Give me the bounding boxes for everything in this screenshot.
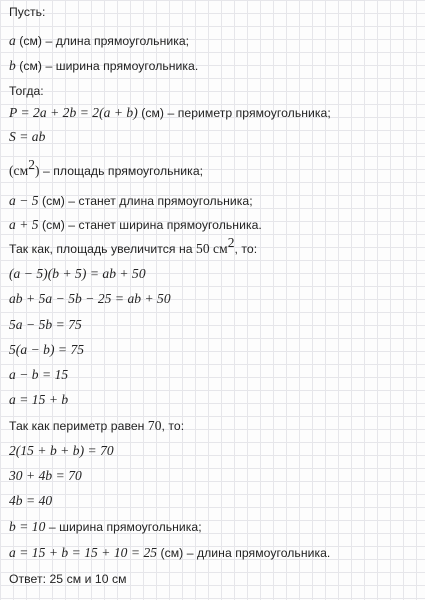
equation-8 <box>9 468 82 484</box>
intro-text: Пусть: <box>9 5 46 19</box>
area-formula-line <box>9 129 45 145</box>
equation-5-text: a − b = 15 <box>9 367 69 382</box>
solution-text <box>9 0 421 600</box>
area-condition-value: 50 см <box>196 241 228 256</box>
equation-3-text: 5a − 5b = 75 <box>9 317 82 332</box>
perimeter-condition-text: Так как периметр равен <box>9 419 148 433</box>
area-unit-text: – площадь прямоугольника; <box>39 164 204 178</box>
definition-b-line <box>9 58 198 74</box>
perimeter-condition-line <box>9 418 184 434</box>
result-a-text: (см) – длина прямоугольника. <box>157 546 331 560</box>
intro-line <box>9 4 45 20</box>
then-line <box>9 83 44 99</box>
perimeter-condition-value: 70 <box>147 418 162 433</box>
then-text: Тогда: <box>9 84 44 98</box>
area-unit: (см <box>9 163 29 178</box>
definition-a-line <box>9 33 189 49</box>
equation-7-text: 2(15 + b + b) = 70 <box>9 443 114 458</box>
definition-b-text: (см) – ширина прямоугольника. <box>15 59 199 73</box>
equation-1-text: (a − 5)(b + 5) = ab + 50 <box>9 266 146 281</box>
equation-2-text: ab + 5a − 5b − 25 = ab + 50 <box>9 291 171 306</box>
variable-a: a <box>9 33 16 48</box>
result-b-line <box>9 519 202 535</box>
area-unit-close: ) <box>35 163 40 178</box>
result-a-line <box>9 545 330 561</box>
equation-5 <box>9 367 68 383</box>
equation-1 <box>9 266 146 282</box>
area-unit-line <box>9 157 204 179</box>
equation-4-text: 5(a − b) = 75 <box>9 342 85 357</box>
area-condition-tail: , то: <box>234 242 258 256</box>
equation-7 <box>9 443 114 459</box>
equation-9-text: 4b = 40 <box>9 493 53 508</box>
result-a-formula: a = 15 + b = 15 + 10 = 25 <box>9 545 158 560</box>
equation-4 <box>9 342 84 358</box>
new-length-text: (см) – станет длина прямоугольника; <box>38 194 253 208</box>
new-length-line <box>9 193 253 209</box>
perimeter-condition-tail: , то: <box>161 419 185 433</box>
perimeter-formula: P = 2a + 2b = 2(a + b) <box>9 105 138 120</box>
area-unit-exponent: 2 <box>28 157 35 172</box>
new-width-line <box>9 217 262 233</box>
area-condition-exponent: 2 <box>227 235 235 250</box>
result-b-text: – ширина прямоугольника; <box>45 520 202 534</box>
equation-6-text: a = 15 + b <box>9 392 69 407</box>
equation-3 <box>9 317 82 333</box>
area-formula: S = ab <box>9 129 46 144</box>
definition-a-text: (см) – длина прямоугольника; <box>15 34 190 48</box>
new-length-formula: a − 5 <box>9 193 39 208</box>
new-width-formula: a + 5 <box>9 217 39 232</box>
area-condition-line <box>9 235 258 257</box>
perimeter-line <box>9 105 331 121</box>
equation-9 <box>9 493 52 509</box>
equation-2 <box>9 291 171 307</box>
perimeter-text: (см) – периметр прямоугольника; <box>137 106 331 120</box>
equation-8-text: 30 + 4b = 70 <box>9 468 82 483</box>
new-width-text: (см) – станет ширина прямоугольника. <box>38 218 262 232</box>
variable-b: b <box>9 58 16 73</box>
result-b-formula: b = 10 <box>9 519 46 534</box>
answer-line <box>9 571 127 587</box>
area-condition-text: Так как, площадь увеличится на <box>9 242 197 256</box>
equation-6 <box>9 392 68 408</box>
answer-text: Ответ: 25 см и 10 см <box>9 572 127 586</box>
